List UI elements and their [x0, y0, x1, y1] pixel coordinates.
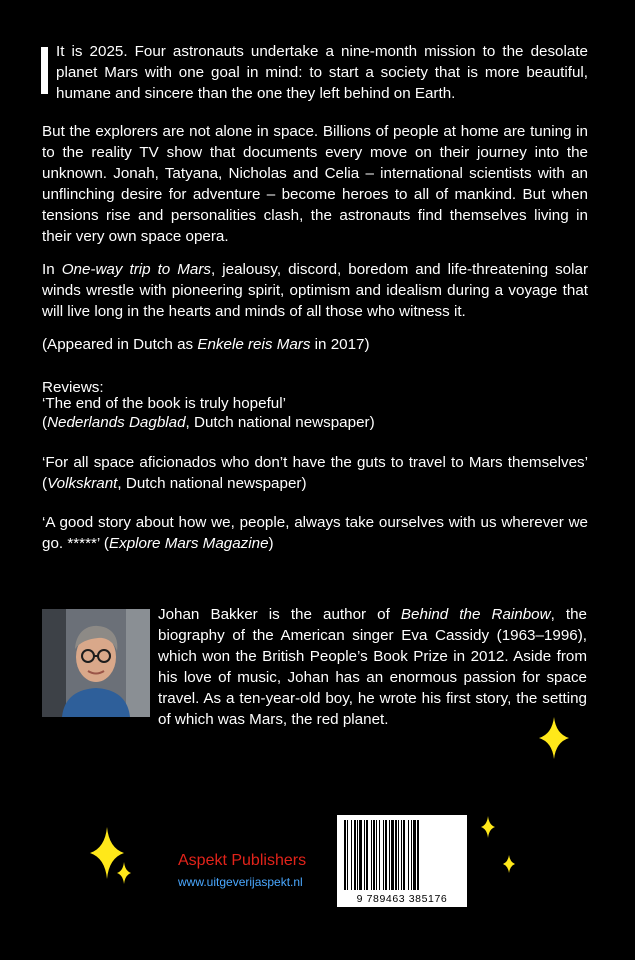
dutch-suffix: in 2017) — [310, 336, 370, 353]
barcode-bar — [354, 820, 356, 890]
barcode-bar — [376, 820, 377, 890]
book-title: One-way trip to Mars — [61, 261, 212, 278]
reviews-heading: Reviews: — [42, 379, 104, 396]
barcode-bar — [347, 820, 348, 890]
theme-paragraph — [42, 259, 588, 322]
sparkle-icon — [539, 717, 569, 759]
author-portrait-image — [42, 609, 150, 717]
barcode-bar — [371, 820, 372, 890]
intro-paragraph — [56, 41, 588, 104]
barcode-bar — [398, 820, 399, 890]
publisher-name: Aspekt Publishers — [178, 852, 307, 869]
barcode-bar — [417, 820, 419, 890]
review-3-detail: ) — [268, 535, 274, 552]
dutch-prefix: (Appeared in Dutch as — [42, 336, 198, 353]
theme-prefix: In — [42, 261, 62, 278]
barcode-bar — [389, 820, 390, 890]
sparkle-tiny-icon — [503, 855, 515, 873]
barcode-bar — [401, 820, 402, 890]
review-1-source — [42, 412, 588, 433]
review-1-open: ( — [42, 414, 48, 431]
barcode-bar — [413, 820, 416, 890]
drop-cap-letter — [41, 47, 48, 94]
intro-text: It is 2025. Four astronauts undertake a nine-month mission to the desolate planet Mars with one goal in mind: to start a society that is more beautiful, humane and sincere than the one they left behind on Earth. — [56, 43, 588, 102]
dutch-title: Enkele reis Mars — [197, 336, 311, 353]
barcode-bar — [408, 820, 409, 890]
bio-book-title: Behind the Rainbow — [400, 606, 551, 623]
barcode-bar — [383, 820, 384, 890]
review-1-publication: Nederlands Dagblad — [47, 414, 186, 431]
barcode — [337, 815, 467, 907]
dutch-edition-note — [42, 334, 588, 355]
review-1-detail: , Dutch national newspaper) — [185, 414, 375, 431]
review-3-quote: ‘A good story about how we, people, always take ourselves with us wherever we go. *****’ ( — [42, 514, 588, 552]
barcode-bar — [373, 820, 375, 890]
bio-intro: Johan Bakker is the author of — [158, 606, 401, 623]
review-2-detail: , Dutch national newspaper) — [117, 475, 307, 492]
sparkle-icon — [481, 816, 495, 838]
barcode-bar — [359, 820, 362, 890]
barcode-bar — [403, 820, 405, 890]
author-photo — [42, 609, 150, 717]
barcode-bar — [364, 820, 365, 890]
barcode-bar — [351, 820, 352, 890]
review-2 — [42, 452, 588, 494]
author-bio — [158, 604, 587, 730]
barcode-bar — [379, 820, 380, 890]
barcode-bar — [391, 820, 394, 890]
barcode-bar — [411, 820, 412, 890]
barcode-bar — [357, 820, 358, 890]
barcode-bar — [395, 820, 397, 890]
bio-text: , the biography of the American singer Eva Cassidy (1963–1996), which won the British People’s Book Prize in 2012. Aside from his love of music, Johan has an enormous passion for space travel. As a ten-year-old boy, he wrote his first story, the setting of which was Mars, the red planet. — [158, 606, 587, 728]
review-2-quote: ‘For all space aficionados who don’t have the guts to travel to Mars themselves’ ( — [42, 454, 588, 492]
barcode-bar — [366, 820, 368, 890]
review-1-quote: ‘The end of the book is truly hopeful’ — [42, 395, 286, 412]
synopsis-paragraph: But the explorers are not alone in space. Billions of people at home are tuning in to the reality TV show that documents every move on their journey into the unknown. Jonah, Tatyana, Nicholas and Celia – international scientists with an unflinching desire for adventure – become heroes to all of mankind. But when tensions rise and personalities clash, the astronauts find themselves living in their very own space opera. — [42, 123, 588, 245]
review-3-publication: Explore Mars Magazine — [108, 535, 269, 552]
isbn-number: 9 789463 385176 — [356, 893, 448, 905]
sparkle-small-icon — [117, 862, 131, 884]
review-3 — [42, 512, 588, 554]
barcode-bars — [342, 820, 462, 890]
barcode-bar — [385, 820, 387, 890]
review-2-publication: Volkskrant — [47, 475, 118, 492]
barcode-bar — [344, 820, 346, 890]
theme-text: , jealousy, discord, boredom and life-threatening solar winds wrestle with pioneering spirit, optimism and idealism during a voyage that will live long in the hearts and minds of all those who witness it. — [42, 261, 589, 320]
publisher-url[interactable]: www.uitgeverijaspekt.nl — [178, 875, 303, 889]
